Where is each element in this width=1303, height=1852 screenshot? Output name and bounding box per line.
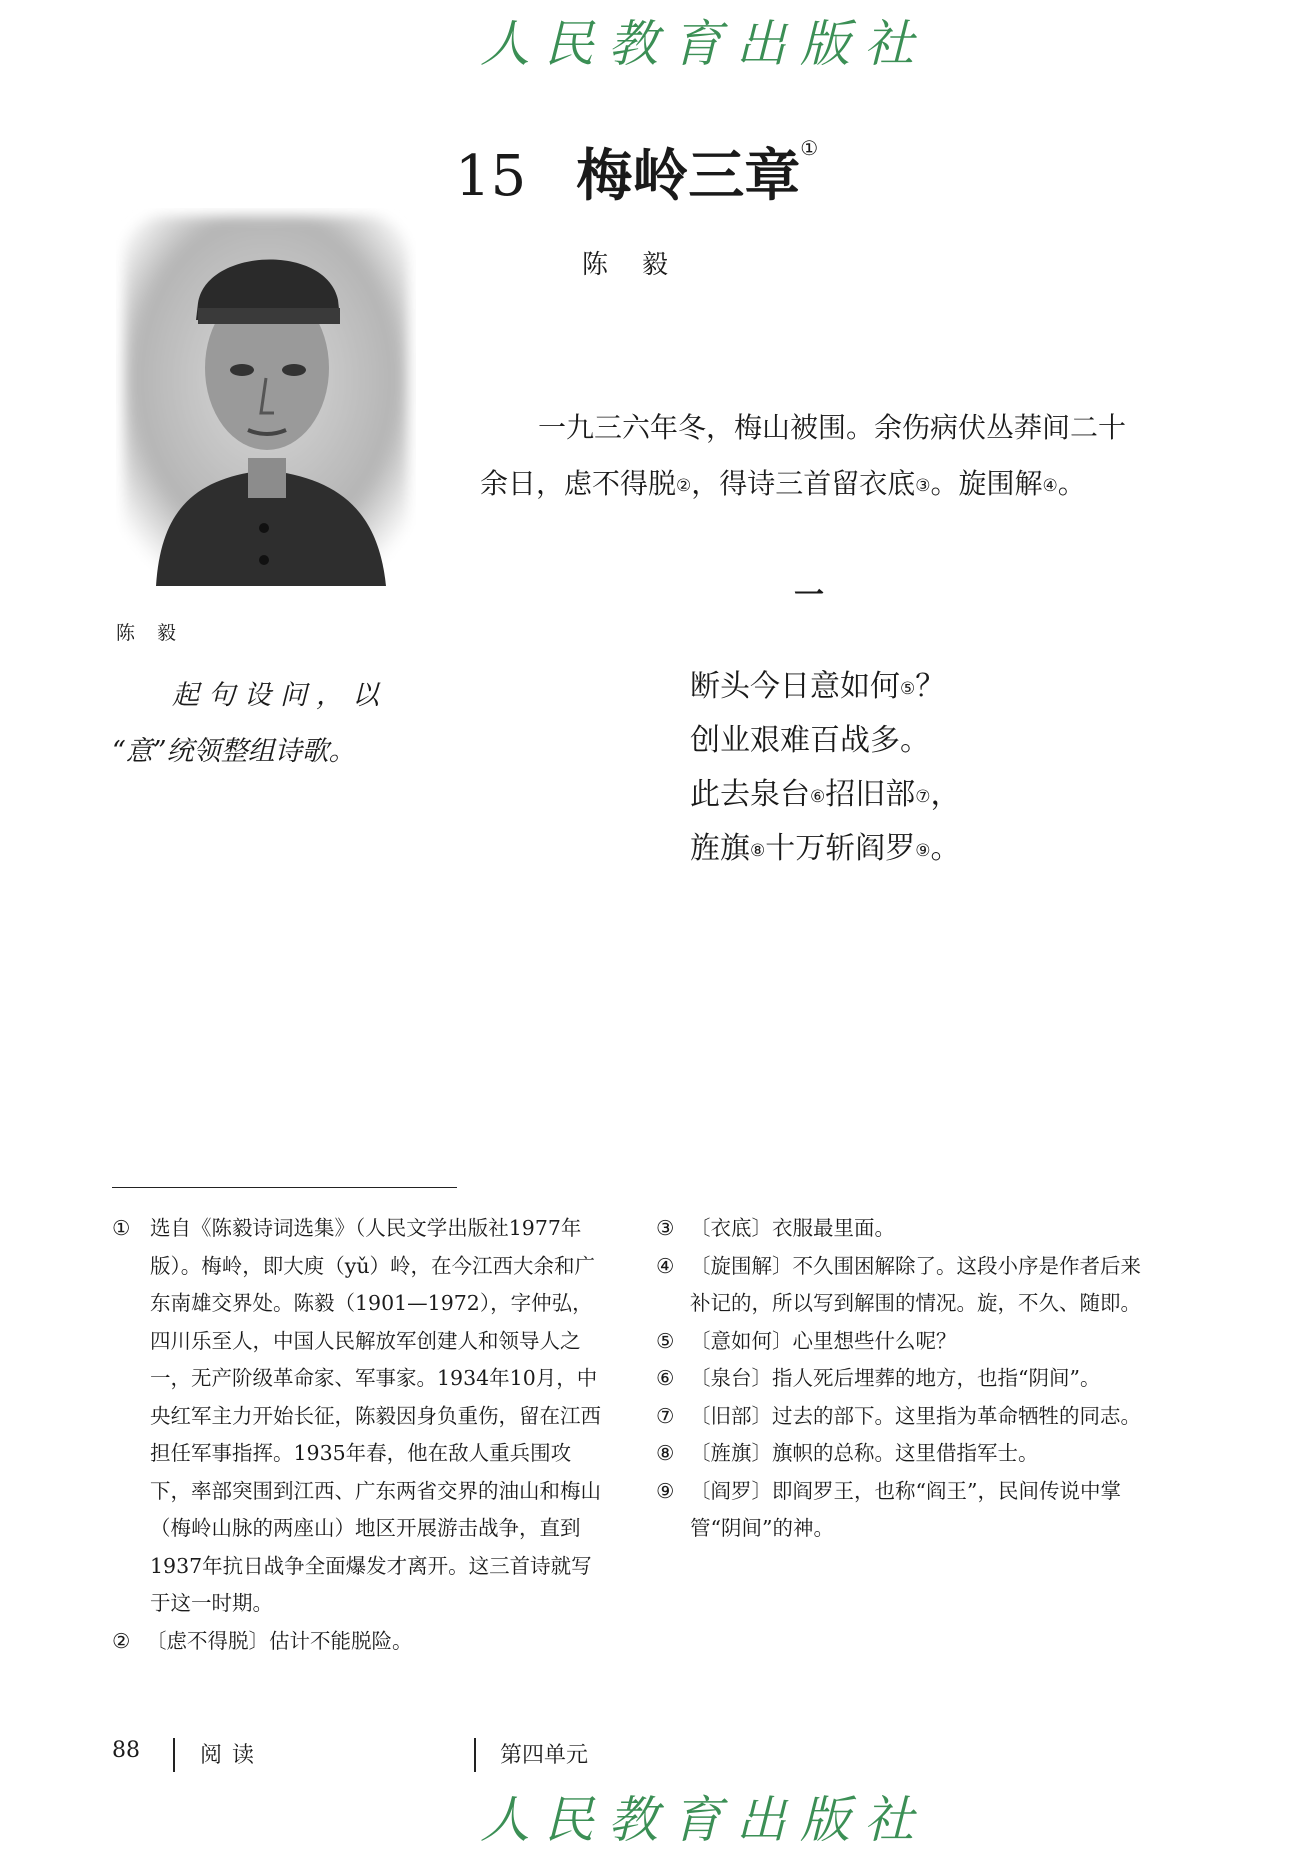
preface	[480, 400, 1150, 512]
margin-note-line-2: “意”统领整组诗歌。	[112, 736, 356, 767]
margin-note-line-1: 起句设问，以	[172, 680, 388, 711]
poem-line-2: 创业艰难百战多。	[690, 723, 930, 758]
author-name: 陈毅	[582, 250, 703, 280]
publisher-logo: 人民教育出版社	[480, 15, 928, 73]
footnote-mark: ⑨	[915, 841, 931, 861]
author-portrait	[116, 208, 416, 586]
footnote: ⑨ 〔阎罗〕即阎罗王，也称“阎王”，民间传说中掌管“阴间”的神。	[656, 1478, 1121, 1540]
footer-divider	[173, 1738, 175, 1772]
lesson-title-text: 梅岭三章	[576, 143, 801, 209]
footnote-mark: ②	[676, 476, 692, 496]
preface-line-2: 余日，虑不得脱②，得诗三首留衣底③。旋围解④。	[480, 467, 1086, 500]
poem	[690, 660, 961, 876]
footnote: ⑤ 〔意如何〕心里想些什么呢？	[656, 1328, 957, 1353]
footnote: ① 选自《陈毅诗词选集》（人民文学出版社1977年版）。梅岭，即大庾（yǔ）岭，在今江西大余和广东南雄交界处。陈毅（1901—1972），字仲弘，四川乐至人，中国人民解放军创建人和领导人之一，无产阶级革命家、军事家。1934年10月，中央红军主力开始长征，陈毅因身负重伤，留在江西担任军事指挥。1935年春，他在敌人重兵围攻下，率部突围到江西、广东两省交界的油山和梅山（梅岭山脉的两座山）地区开展游击战争，直到1937年抗日战争全面爆发才离开。这三首诗就写于这一时期。	[112, 1216, 601, 1615]
title-footnote-mark: ①	[800, 136, 819, 160]
footnote-mark: ⑥	[810, 787, 826, 807]
footnotes-left	[112, 1210, 602, 1660]
footnote-mark: ⑤	[900, 679, 916, 699]
footnote: ⑦ 〔旧部〕过去的部下。这里指为革命牺牲的同志。	[656, 1403, 1141, 1428]
footnote-mark: ③	[915, 476, 931, 496]
footnote: ⑧ 〔旌旗〕旗帜的总称。这里借指军士。	[656, 1441, 1039, 1465]
footnote-mark: ⑦	[915, 787, 931, 807]
footnote-mark: ④	[1042, 476, 1058, 496]
portrait-caption: 陈毅	[116, 622, 199, 644]
footnote: ③ 〔衣底〕衣服最里面。	[656, 1216, 895, 1240]
footnote-mark: ⑧	[750, 841, 766, 861]
footnotes-right	[656, 1210, 1146, 1548]
lesson-number: 15	[455, 144, 527, 209]
lesson-title	[455, 132, 818, 212]
margin-note	[112, 668, 412, 780]
page-number: 88	[112, 1738, 140, 1763]
section-number: 一	[794, 578, 824, 613]
poem-line-3: 此去泉台⑥招旧部⑦，	[690, 777, 961, 812]
publisher-logo: 人民教育出版社	[480, 1791, 928, 1849]
preface-line-1: 一九三六年冬，梅山被围。余伤病伏丛莽间二十	[538, 411, 1127, 444]
footnote: ⑥ 〔泉台〕指人死后埋葬的地方，也指“阴间”。	[656, 1366, 1101, 1390]
poem-line-1: 断头今日意如何⑤？	[690, 669, 946, 704]
footer-section-left: 阅读	[200, 1743, 265, 1768]
footnote-divider	[112, 1187, 457, 1188]
footnote: ④ 〔旋围解〕不久围困解除了。这段小序是作者后来补记的，所以写到解围的情况。旋，不久、随即。	[656, 1253, 1141, 1315]
footer-unit: 第四单元	[500, 1743, 589, 1768]
footnote: ② 〔虑不得脱〕估计不能脱险。	[112, 1628, 413, 1653]
footer-divider	[474, 1738, 476, 1772]
poem-line-4: 旌旗⑧十万斩阎罗⑨。	[690, 831, 961, 866]
